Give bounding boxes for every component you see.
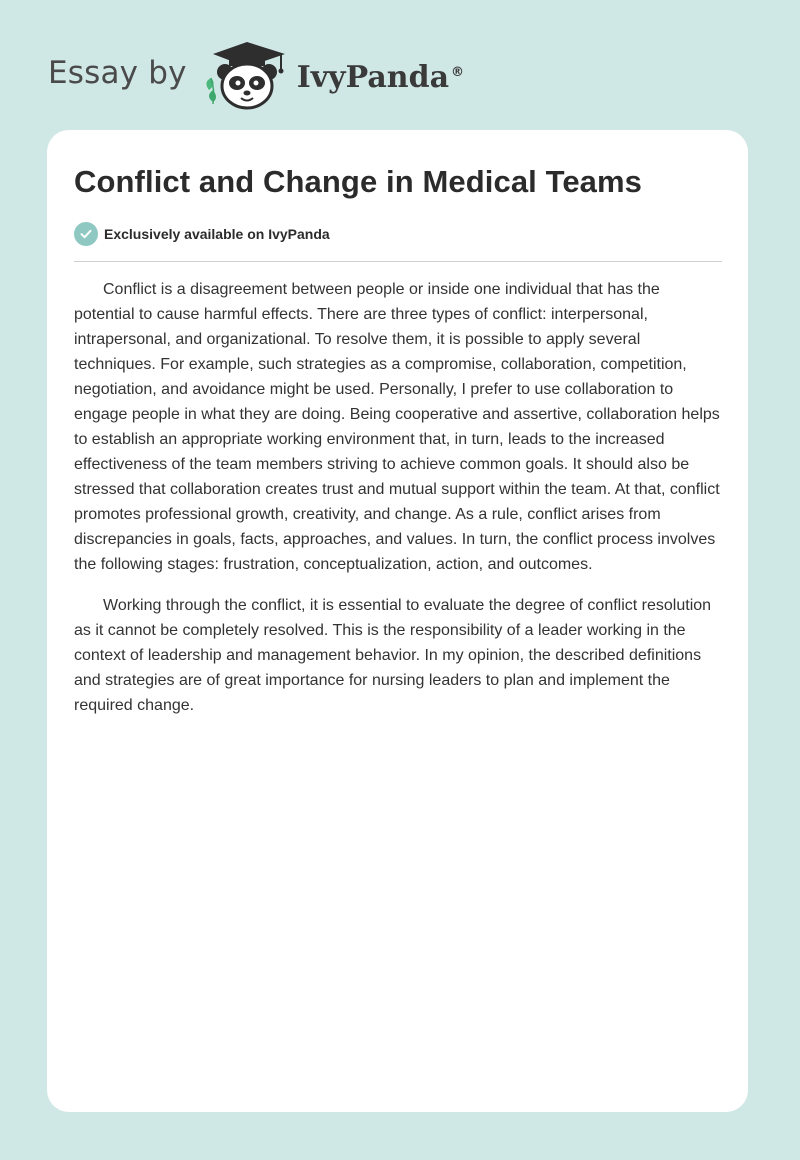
brand-name[interactable]: IvyPanda ® <box>296 59 465 95</box>
check-icon <box>74 222 98 246</box>
paragraph: Conflict is a disagreement between people or inside one individual that has the potential to cause harmful effects. There are three types of conflict: interpersonal, intrapersonal, and organizational. To resolve them, it is possible to apply several techniques. For example, such strategies as a compromise, collaboration, competition, negotiation, and avoidance might be used. Personally, I prefer to use collaboration to engage people in what they are doing. Being cooperative and assertive, collaboration helps to establish an appropriate working environment that, in turn, leads to the increased effectiveness of the team members striving to achieve common goals. It should also be stressed that collaboration creates trust and mutual support within the team. At that, conflict promotes professional growth, creativity, and change. As a rule, conflict arises from discrepancies in goals, facts, approaches, and values. In turn, the conflict process involves the following stages: frustration, conceptualization, action, and outcomes. <box>74 281 720 573</box>
brand-prefix: Essay by <box>48 55 187 91</box>
exclusive-badge <box>74 222 330 246</box>
paragraph: Working through the conflict, it is essential to evaluate the degree of conflict resolution as it cannot be completely resolved. This is the responsibility of a leader working in the context of leadership and management behavior. In my opinion, the described definitions and strategies are of great importance for nursing leaders to plan and implement the required change. <box>74 597 712 714</box>
badge-label: Exclusively available on IvyPanda <box>104 226 330 242</box>
essay-body <box>74 277 724 734</box>
registered-mark: ® <box>451 64 465 80</box>
divider <box>74 261 722 262</box>
site-header <box>48 36 464 116</box>
page-title: Conflict and Change in Medical Teams <box>74 164 643 199</box>
panda-logo-icon[interactable] <box>201 40 291 112</box>
essay-card <box>47 130 748 1112</box>
